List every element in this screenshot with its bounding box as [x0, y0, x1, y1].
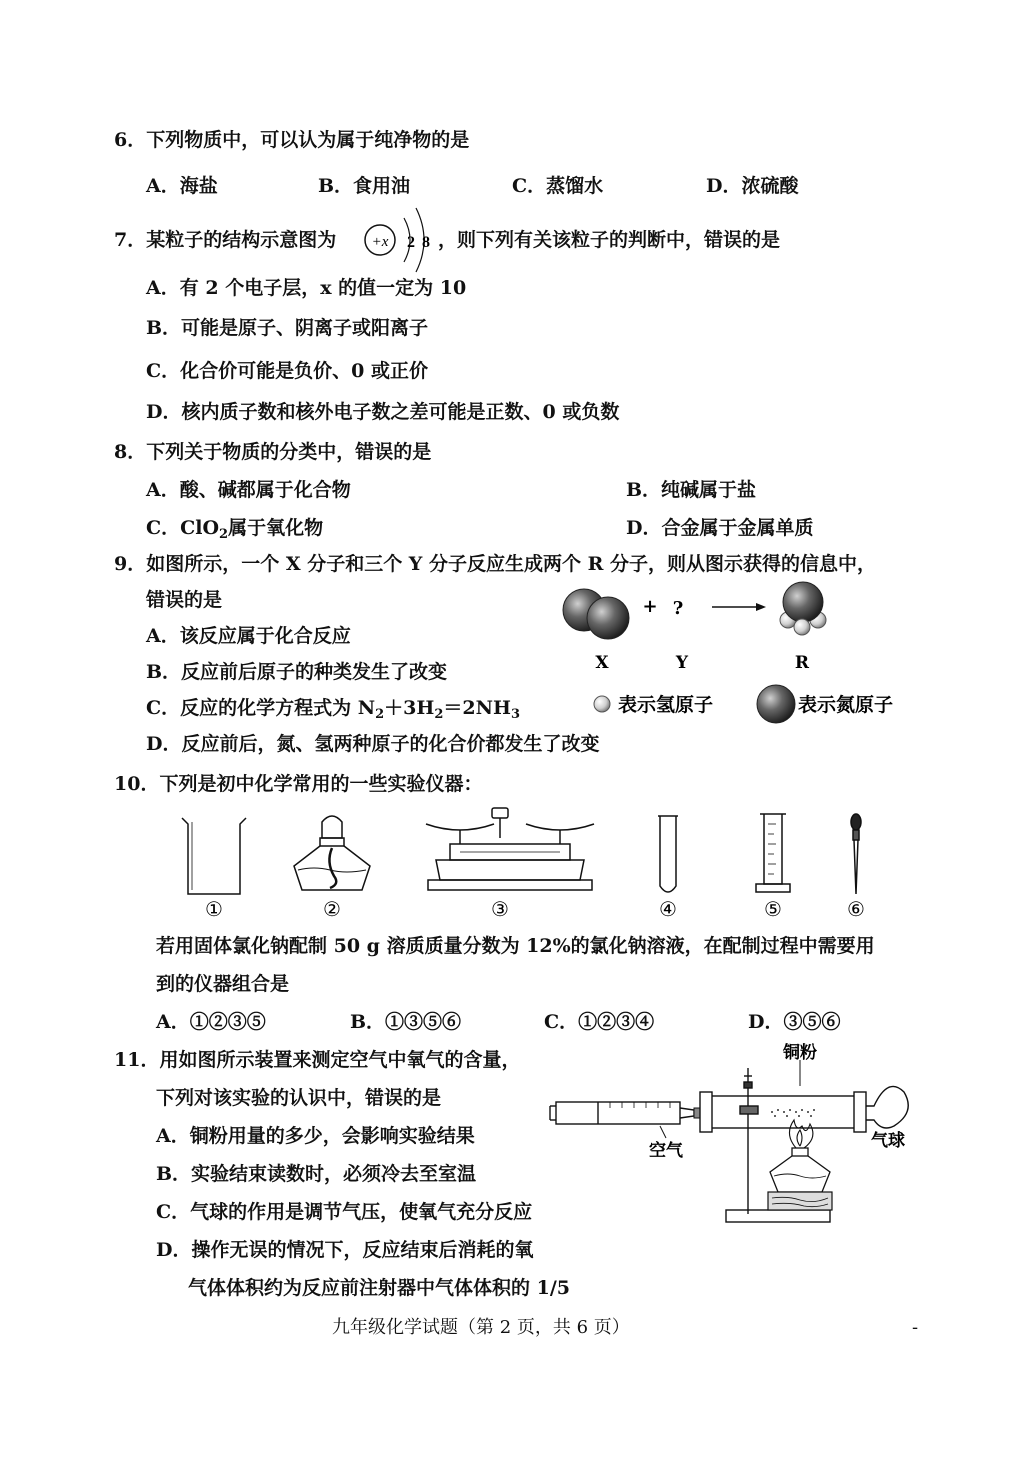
q7-option-a: A．有 2 个电子层，x 的值一定为 10 [146, 277, 467, 299]
q11-option-a: A．铜粉用量的多少，会影响实验结果 [156, 1125, 475, 1147]
molecule-x [563, 589, 629, 639]
syringe-icon [550, 1102, 694, 1124]
q9-stem-line2: 错误的是 [146, 589, 223, 611]
flame-icon [789, 1120, 812, 1148]
hydrogen-atom-icon [594, 696, 610, 712]
q10-stem: 10．下列是初中化学常用的一些实验仪器： [114, 773, 483, 795]
q7-option-c: C．化合价可能是负价、0 或正价 [146, 360, 428, 382]
q11-option-c: C．气球的作用是调节气压，使氧气充分反应 [156, 1201, 533, 1223]
q6-option-d: D．浓硫酸 [706, 175, 799, 197]
q8-option-a: A．酸、碱都属于化合物 [146, 479, 351, 501]
test-tube-icon [658, 816, 678, 892]
q11-stem-line1: 11．用如图所示装置来测定空气中氧气的含量， [114, 1049, 521, 1071]
q8-option-b: B．纯碱属于盐 [626, 479, 757, 501]
beaker-icon [182, 818, 246, 894]
balance-scale-icon [426, 808, 594, 890]
page-footer: 九年级化学试题（第 2 页，共 6 页） [332, 1317, 630, 1338]
q7-option-b: B．可能是原子、阴离子或阳离子 [146, 317, 429, 339]
reaction-diagram [556, 576, 926, 726]
q10-option-a: A．①②③⑤ [156, 1011, 266, 1033]
label-copper: 铜粉 [783, 1043, 817, 1063]
label-x: X [595, 653, 609, 673]
q7-option-d: D．核内质子数和核外电子数之差可能是正数、0 或负数 [146, 401, 620, 423]
legend-nitrogen: 表示氮原子 [798, 694, 894, 716]
q10-option-b: B．①③⑤⑥ [350, 1011, 462, 1033]
label-6: ⑥ [847, 897, 865, 921]
measuring-cylinder-icon [756, 814, 790, 892]
q6-stem: 6．下列物质中，可以认为属于纯净物的是 [114, 129, 470, 151]
legend-hydrogen: 表示氢原子 [618, 694, 714, 716]
footer-dash: - [912, 1317, 919, 1338]
alcohol-lamp-small-icon [770, 1148, 830, 1192]
label-3: ③ [491, 897, 509, 921]
nitrogen-atom-icon [757, 685, 795, 723]
label-2: ② [323, 897, 341, 921]
atom-structure-diagram [360, 204, 440, 274]
q10-text-line1: 若用固体氯化钠配制 50 g 溶质质量分数为 12%的氯化钠溶液，在配制过程中需要用 [156, 935, 875, 957]
balloon-icon [866, 1086, 908, 1128]
q11-stem-line2: 下列对该实验的认识中，错误的是 [156, 1087, 442, 1109]
q8-option-c: C．ClO$_2$属于氧化物 [146, 517, 324, 542]
alcohol-lamp-icon [294, 816, 370, 890]
q6-option-c: C．蒸馏水 [512, 175, 604, 197]
label-y: Y [675, 653, 689, 673]
molecule-r [780, 582, 826, 635]
q11-option-d-line2: 气体体积约为反应前注射器中气体体积的 1/5 [188, 1277, 570, 1299]
oxygen-measurement-apparatus [548, 1043, 918, 1232]
label-r: R [794, 653, 810, 673]
wooden-block [768, 1192, 832, 1210]
q11-option-d: D．操作无误的情况下，反应结束后消耗的氧 [156, 1239, 534, 1261]
label-balloon: 气球 [871, 1131, 905, 1151]
lab-instruments-figure [170, 804, 890, 928]
q11-option-b: B．实验结束读数时，必须冷去至室温 [156, 1163, 477, 1185]
nucleus-label: +x [371, 234, 389, 250]
label-4: ④ [659, 897, 677, 921]
label-1: ① [205, 897, 223, 921]
q6-option-b: B．食用油 [318, 175, 411, 197]
q6-option-a: A．海盐 [146, 175, 218, 197]
reaction-arrow-icon [712, 603, 766, 611]
q10-text-line2: 到的仪器组合是 [156, 973, 290, 995]
q8-option-d: D．合金属于金属单质 [626, 517, 814, 539]
q9-option-c: C．反应的化学方程式为 $N_2+3H_2=2NH_3$ [146, 697, 520, 722]
q10-option-d: D．③⑤⑥ [748, 1011, 841, 1033]
shell-1-electrons: 2 [407, 234, 415, 251]
q9-option-a: A．该反应属于化合反应 [146, 625, 351, 647]
copper-powder [771, 1109, 815, 1117]
q9-option-b: B．反应前后原子的种类发生了改变 [146, 661, 448, 683]
q9-option-d: D．反应前后，氮、氢两种原子的化合价都发生了改变 [146, 733, 600, 755]
q10-option-c: C．①②③④ [544, 1011, 655, 1033]
label-air: 空气 [649, 1141, 683, 1161]
label-5: ⑤ [764, 897, 782, 921]
unknown-y: ? [672, 598, 684, 619]
q9-stem-line1: 9．如图所示，一个 X 分子和三个 Y 分子反应生成两个 R 分子，则从图示获得的信息中， [114, 553, 877, 575]
plus-sign: + [642, 596, 658, 617]
q7-stem-post: ，则下列有关该粒子的判断中，错误的是 [438, 229, 781, 251]
q7-stem-pre: 7．某粒子的结构示意图为 [114, 229, 337, 251]
dropper-icon [851, 814, 861, 894]
shell-2-electrons: 8 [422, 234, 430, 251]
q8-stem: 8．下列关于物质的分类中，错误的是 [114, 441, 432, 463]
